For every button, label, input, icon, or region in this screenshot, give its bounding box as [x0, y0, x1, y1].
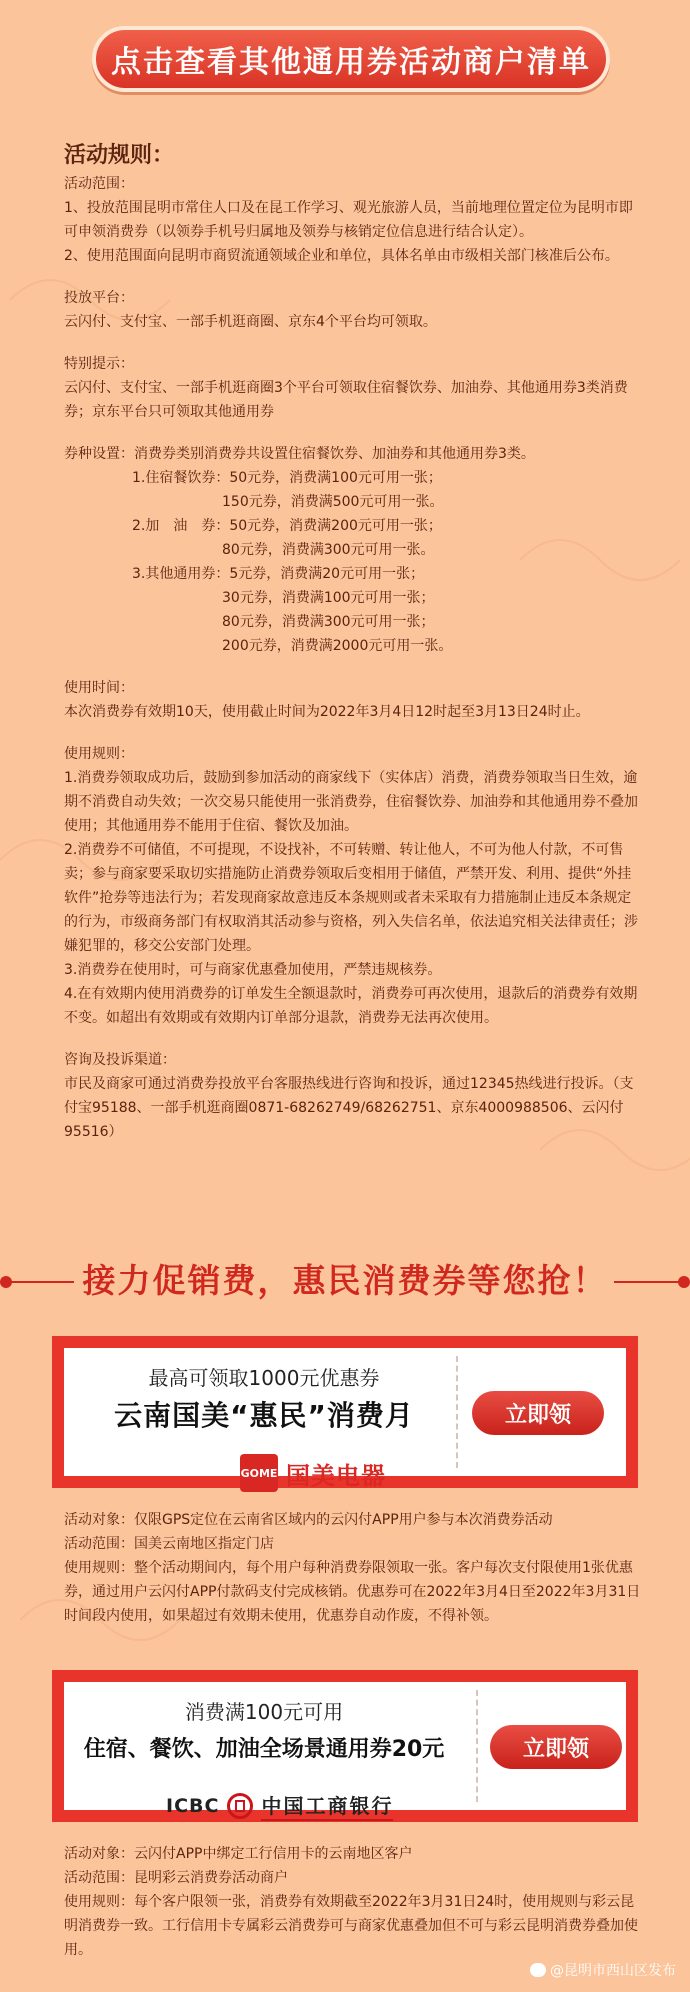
rules-section-heading: 使用时间：: [64, 680, 134, 696]
info-line: 活动对象：云闪付APP中绑定工行信用卡的云南地区客户: [64, 1846, 413, 1862]
rules-line: 200元券，消费满2000元可用一张。: [222, 638, 453, 654]
coupon-perforation: [456, 1356, 458, 1468]
rules-line: 150元券，消费满500元可用一张。: [222, 494, 444, 510]
merchant-list-button[interactable]: 点击查看其他通用券活动商户清单: [92, 26, 610, 92]
gome-logo-text: 国美电器: [286, 1461, 386, 1490]
rules-line: 30元券，消费满100元可用一张；: [222, 590, 435, 606]
watermark-text: @昆明市西山区发布: [550, 1963, 676, 1979]
rules-line: 2、使用范围面向昆明市商贸流通领域企业和单位，具体名单由市级相关部门核准后公布。: [64, 248, 619, 264]
gome-coupon-card[interactable]: [52, 1336, 638, 1488]
weibo-watermark: [530, 1960, 676, 1980]
rules-section-heading: 券种设置：消费券类别消费券共设置住宿餐饮券、加油券和其他通用券3类。: [64, 446, 535, 462]
icbc-coupon-card[interactable]: [52, 1670, 638, 1822]
gome-logo: [240, 1454, 386, 1492]
icbc-coupon-info: [64, 1842, 644, 1962]
info-line: 使用规则：每个客户限领一张，消费券有效期截至2022年3月31日24时，使用规则与彩云昆明消费券一致。工行信用卡专属彩云消费券可与商家优惠叠加但不可与彩云昆明消费券叠加使用。: [64, 1894, 638, 1958]
rules-line: 4.在有效期内使用消费券的订单发生全额退款时，消费券可再次使用，退款后的消费券有效期不变。如超出有效期或有效期内订单部分退款，消费券无法再次使用。: [64, 986, 638, 1026]
rules-section: [64, 140, 644, 1144]
info-line: 活动范围：国美云南地区指定门店: [64, 1536, 274, 1552]
icbc-logo: [166, 1790, 393, 1821]
rules-line: 3.消费券在使用时，可与商家优惠叠加使用，严禁违规核券。: [64, 962, 442, 978]
rules-body: [64, 172, 644, 1144]
rules-line: 80元券，消费满300元可用一张；: [222, 614, 435, 630]
gome-coupon-subtitle: 最高可领取1000元优惠券: [148, 1366, 380, 1390]
weibo-icon: [530, 1963, 546, 1977]
rules-line: 2.加 油 券：50元券，消费满200元可用一张；: [132, 518, 442, 534]
rules-title: 活动规则：: [64, 143, 175, 168]
icbc-logo-icon: [227, 1793, 253, 1819]
gome-logo-icon: GOME: [240, 1454, 278, 1492]
info-line: 使用规则：整个活动期间内，每个用户每种消费券限领取一张。客户每次支付限使用1张优惠券，通过用户云闪付APP付款码支付完成核销。优惠券可在2022年3月4日至2022年3月31日时间段内使用，如果超过有效期未使用，优惠券自动作废，不得补领。: [64, 1560, 641, 1624]
rules-section-heading: 投放平台：: [64, 290, 134, 306]
rules-section-heading: 使用规则：: [64, 746, 134, 762]
gome-claim-button[interactable]: 立即领: [472, 1391, 604, 1435]
coupon-perforation: [476, 1690, 478, 1802]
gome-coupon-info: [64, 1508, 644, 1628]
icbc-logo-cn: 中国工商银行: [261, 1790, 393, 1821]
rules-line: 云闪付、支付宝、一部手机逛商圈3个平台可领取住宿餐饮券、加油券、其他通用券3类消费券；京东平台只可领取其他通用券: [64, 380, 628, 420]
slogan-dot-right: [678, 1276, 690, 1288]
slogan-line-right: [614, 1281, 684, 1283]
info-line: 活动对象：仅限GPS定位在云南省区域内的云闪付APP用户参与本次消费券活动: [64, 1512, 553, 1528]
rules-line: 3.其他通用券：5元券，消费满20元可用一张；: [132, 566, 425, 582]
rules-line: 80元券，消费满300元可用一张。: [222, 542, 435, 558]
rules-line: 云闪付、支付宝、一部手机逛商圈、京东4个平台均可领取。: [64, 314, 437, 330]
icbc-logo-en: ICBC: [166, 1794, 220, 1817]
rules-line: 市民及商家可通过消费券投放平台客服热线进行咨询和投诉，通过12345热线进行投诉。（支付宝95188、一部手机逛商圈0871-68262749/68262751、京东4000988506、云闪付95516）: [64, 1076, 634, 1140]
rules-line: 1.住宿餐饮券：50元券，消费满100元可用一张；: [132, 470, 442, 486]
slogan-text: 接力促销费，惠民消费券等您抢！: [82, 1261, 608, 1300]
icbc-coupon-subtitle: 消费满100元可用: [184, 1700, 344, 1724]
rules-section-heading: 活动范围：: [64, 176, 134, 192]
rules-section-heading: 特别提示：: [64, 356, 134, 372]
rules-line: 1.消费券领取成功后，鼓励到参加活动的商家线下（实体店）消费，消费券领取当日生效，逾期不消费自动失效；一次交易只能使用一张消费券，住宿餐饮券、加油券和其他通用券不叠加使用；其他通用券不能用于住宿、餐饮及加油。: [64, 770, 638, 834]
rules-line: 本次消费券有效期10天，使用截止时间为2022年3月4日12时起至3月13日24时止。: [64, 704, 590, 720]
rules-line: 1、投放范围昆明市常住人口及在昆工作学习、观光旅游人员，当前地理位置定位为昆明市即可申领消费券（以领券手机号归属地及领券与核销定位信息进行结合认定）。: [64, 200, 633, 240]
rules-section-heading: 咨询及投诉渠道：: [64, 1052, 176, 1068]
icbc-coupon-title: 住宿、餐饮、加油全场景通用券20元: [83, 1737, 445, 1762]
slogan-banner: [0, 1256, 690, 1306]
gome-coupon-title: 云南国美“惠民”消费月: [114, 1399, 414, 1432]
rules-line: 2.消费券不可储值，不可提现，不设找补，不可转赠、转让他人，不可为他人付款，不可售卖；参与商家要采取切实措施防止消费券领取后变相用于储值，严禁开发、利用、提供“外挂软件”抢券等违法行为；若发现商家故意违反本条规则或者未采取有力措施制止违反本条规定的行为，市级商务部门有权取消其活动参与资格，列入失信名单，依法追究相关法律责任；涉嫌犯罪的，移交公安部门处理。: [64, 842, 638, 954]
icbc-claim-button[interactable]: 立即领: [490, 1725, 622, 1769]
info-line: 活动范围：昆明彩云消费券活动商户: [64, 1870, 288, 1886]
